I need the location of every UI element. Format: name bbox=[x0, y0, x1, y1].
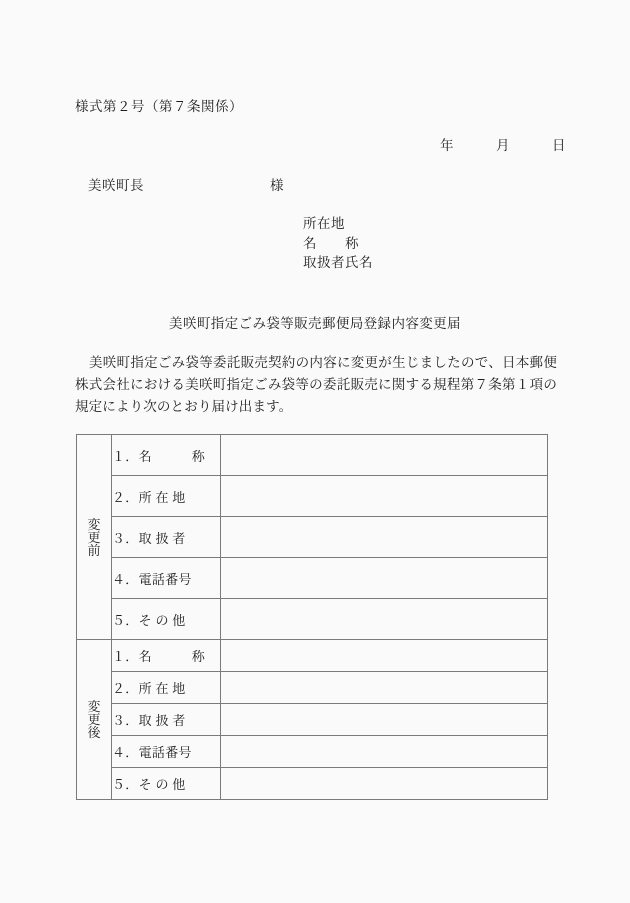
table-row bbox=[77, 476, 548, 517]
form-number: 様式第２号（第７条関係） bbox=[75, 99, 243, 114]
row-label: ３．取 扱 者 bbox=[112, 704, 221, 736]
row-value-input[interactable] bbox=[221, 640, 548, 672]
row-value-input[interactable] bbox=[221, 517, 548, 558]
document-title: 美咲町指定ごみ袋等販売郵便局登録内容変更届 bbox=[169, 316, 461, 331]
group-char: 変 bbox=[87, 516, 101, 532]
row-label: ４．電話番号 bbox=[112, 558, 221, 599]
row-value-input[interactable] bbox=[221, 476, 548, 517]
table-row bbox=[77, 768, 548, 800]
row-value-input[interactable] bbox=[221, 599, 548, 640]
sender-name-label: 名 称 bbox=[303, 235, 359, 251]
row-value-input[interactable] bbox=[221, 704, 548, 736]
group-char: 更 bbox=[87, 529, 101, 545]
addressee-line: 美咲町長 様 bbox=[88, 178, 284, 193]
date-line: 年 月 日 bbox=[440, 138, 566, 153]
body-paragraph: 美咲町指定ごみ袋等委託販売契約の内容に変更が生じましたので、日本郵便株式会社における美咲町指定ごみ袋等の委託販売に関する規程第７条第１項の規定により次のとおり届け出ます。 bbox=[75, 355, 557, 414]
row-value-input[interactable] bbox=[221, 768, 548, 800]
table-row bbox=[77, 558, 548, 599]
sender-block bbox=[303, 214, 373, 273]
table-row bbox=[77, 672, 548, 704]
group-char: 変 bbox=[87, 699, 101, 714]
table-row bbox=[77, 640, 548, 672]
sender-handler-label: 取扱者氏名 bbox=[303, 255, 373, 270]
change-details-table bbox=[76, 434, 548, 800]
row-label: １．名 称 bbox=[112, 435, 221, 476]
row-label: １．名 称 bbox=[112, 640, 221, 672]
group-char: 更 bbox=[87, 712, 101, 727]
group-char: 前 bbox=[87, 542, 101, 558]
row-value-input[interactable] bbox=[221, 736, 548, 768]
row-label: ５．そ の 他 bbox=[112, 768, 221, 800]
row-label: ３．取 扱 者 bbox=[112, 517, 221, 558]
row-label: ２．所 在 地 bbox=[112, 476, 221, 517]
table-row bbox=[77, 736, 548, 768]
group-label-before bbox=[77, 435, 112, 640]
table-row bbox=[77, 517, 548, 558]
row-label: ５．そ の 他 bbox=[112, 599, 221, 640]
table-row bbox=[77, 599, 548, 640]
table-row bbox=[77, 704, 548, 736]
row-label: ２．所 在 地 bbox=[112, 672, 221, 704]
table-row bbox=[77, 435, 548, 476]
group-char: 後 bbox=[87, 725, 101, 740]
row-value-input[interactable] bbox=[221, 558, 548, 599]
row-value-input[interactable] bbox=[221, 435, 548, 476]
row-label: ４．電話番号 bbox=[112, 736, 221, 768]
sender-address-label: 所在地 bbox=[303, 216, 345, 231]
row-value-input[interactable] bbox=[221, 672, 548, 704]
group-label-after bbox=[77, 640, 112, 800]
